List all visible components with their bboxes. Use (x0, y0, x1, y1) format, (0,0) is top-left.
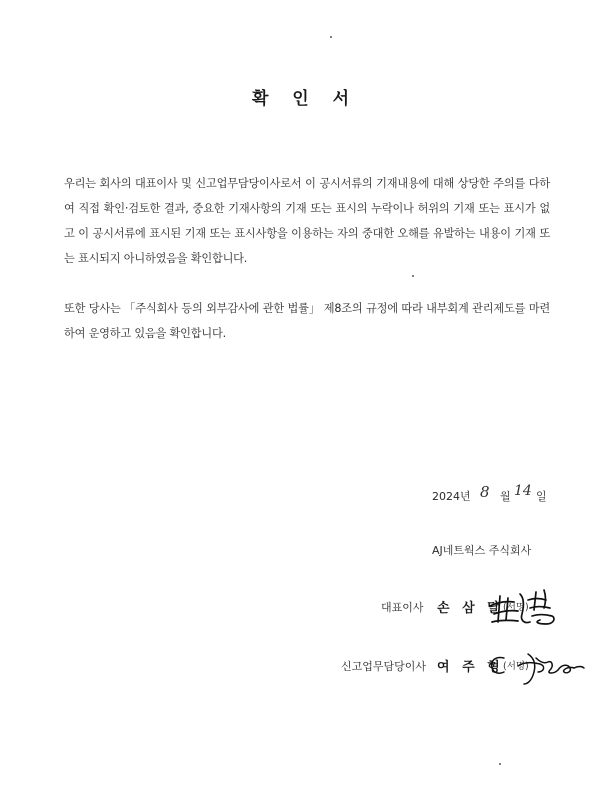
signatory-name: 여 주 형 (437, 660, 504, 675)
signatory-ceo (0, 588, 610, 628)
confirmation-paragraph-1: 우리는 회사의 대표이사 및 신고업무담당이사로서 이 공시서류의 기재내용에 대해 상당한 주의를 다하여 직접 확인·검토한 결과, 중요한 기재사항의 기재 또는 표시의 누락이나 허위의 기재 또는 표시가 없고 이 공시서류에 표시된 기재 또는 표시사항을 이용하는 자의 중대한 오해를 유발하는 내용이 기재 또는 표시되지 아니하였음을 확인합니다. (64, 177, 550, 265)
date-day-unit: 일 (536, 490, 547, 503)
document-date (432, 484, 552, 508)
document-title: 확 인 서 (251, 89, 359, 109)
seal-label: (서명) (503, 602, 529, 613)
date-year: 2024년 (432, 490, 471, 503)
ceo-signature-image (484, 584, 564, 630)
seal-label: (서명) (503, 661, 529, 672)
signatory-role: 신고업무담당이사 (341, 660, 427, 673)
date-month-unit: 월 (500, 490, 511, 503)
date-day-handwritten: 14 (514, 483, 532, 499)
company-name: AJ네트웍스 주식회사 (432, 544, 532, 557)
signatory-role: 대표이사 (381, 601, 424, 614)
confirmation-paragraph-2: 또한 당사는 「주식회사 등의 외부감사에 관한 법률」 제8조의 규정에 따라 내부회계 관리제도를 마련하여 운영하고 있음을 확인합니다. (64, 302, 550, 340)
scan-speck (499, 763, 501, 765)
date-month-handwritten: 8 (480, 483, 490, 501)
signatory-reporting-director (0, 648, 610, 688)
director-signature-image (488, 642, 588, 688)
scan-speck (330, 36, 332, 38)
scan-speck (412, 275, 414, 277)
signatory-name: 손 삼 달 (437, 601, 504, 616)
